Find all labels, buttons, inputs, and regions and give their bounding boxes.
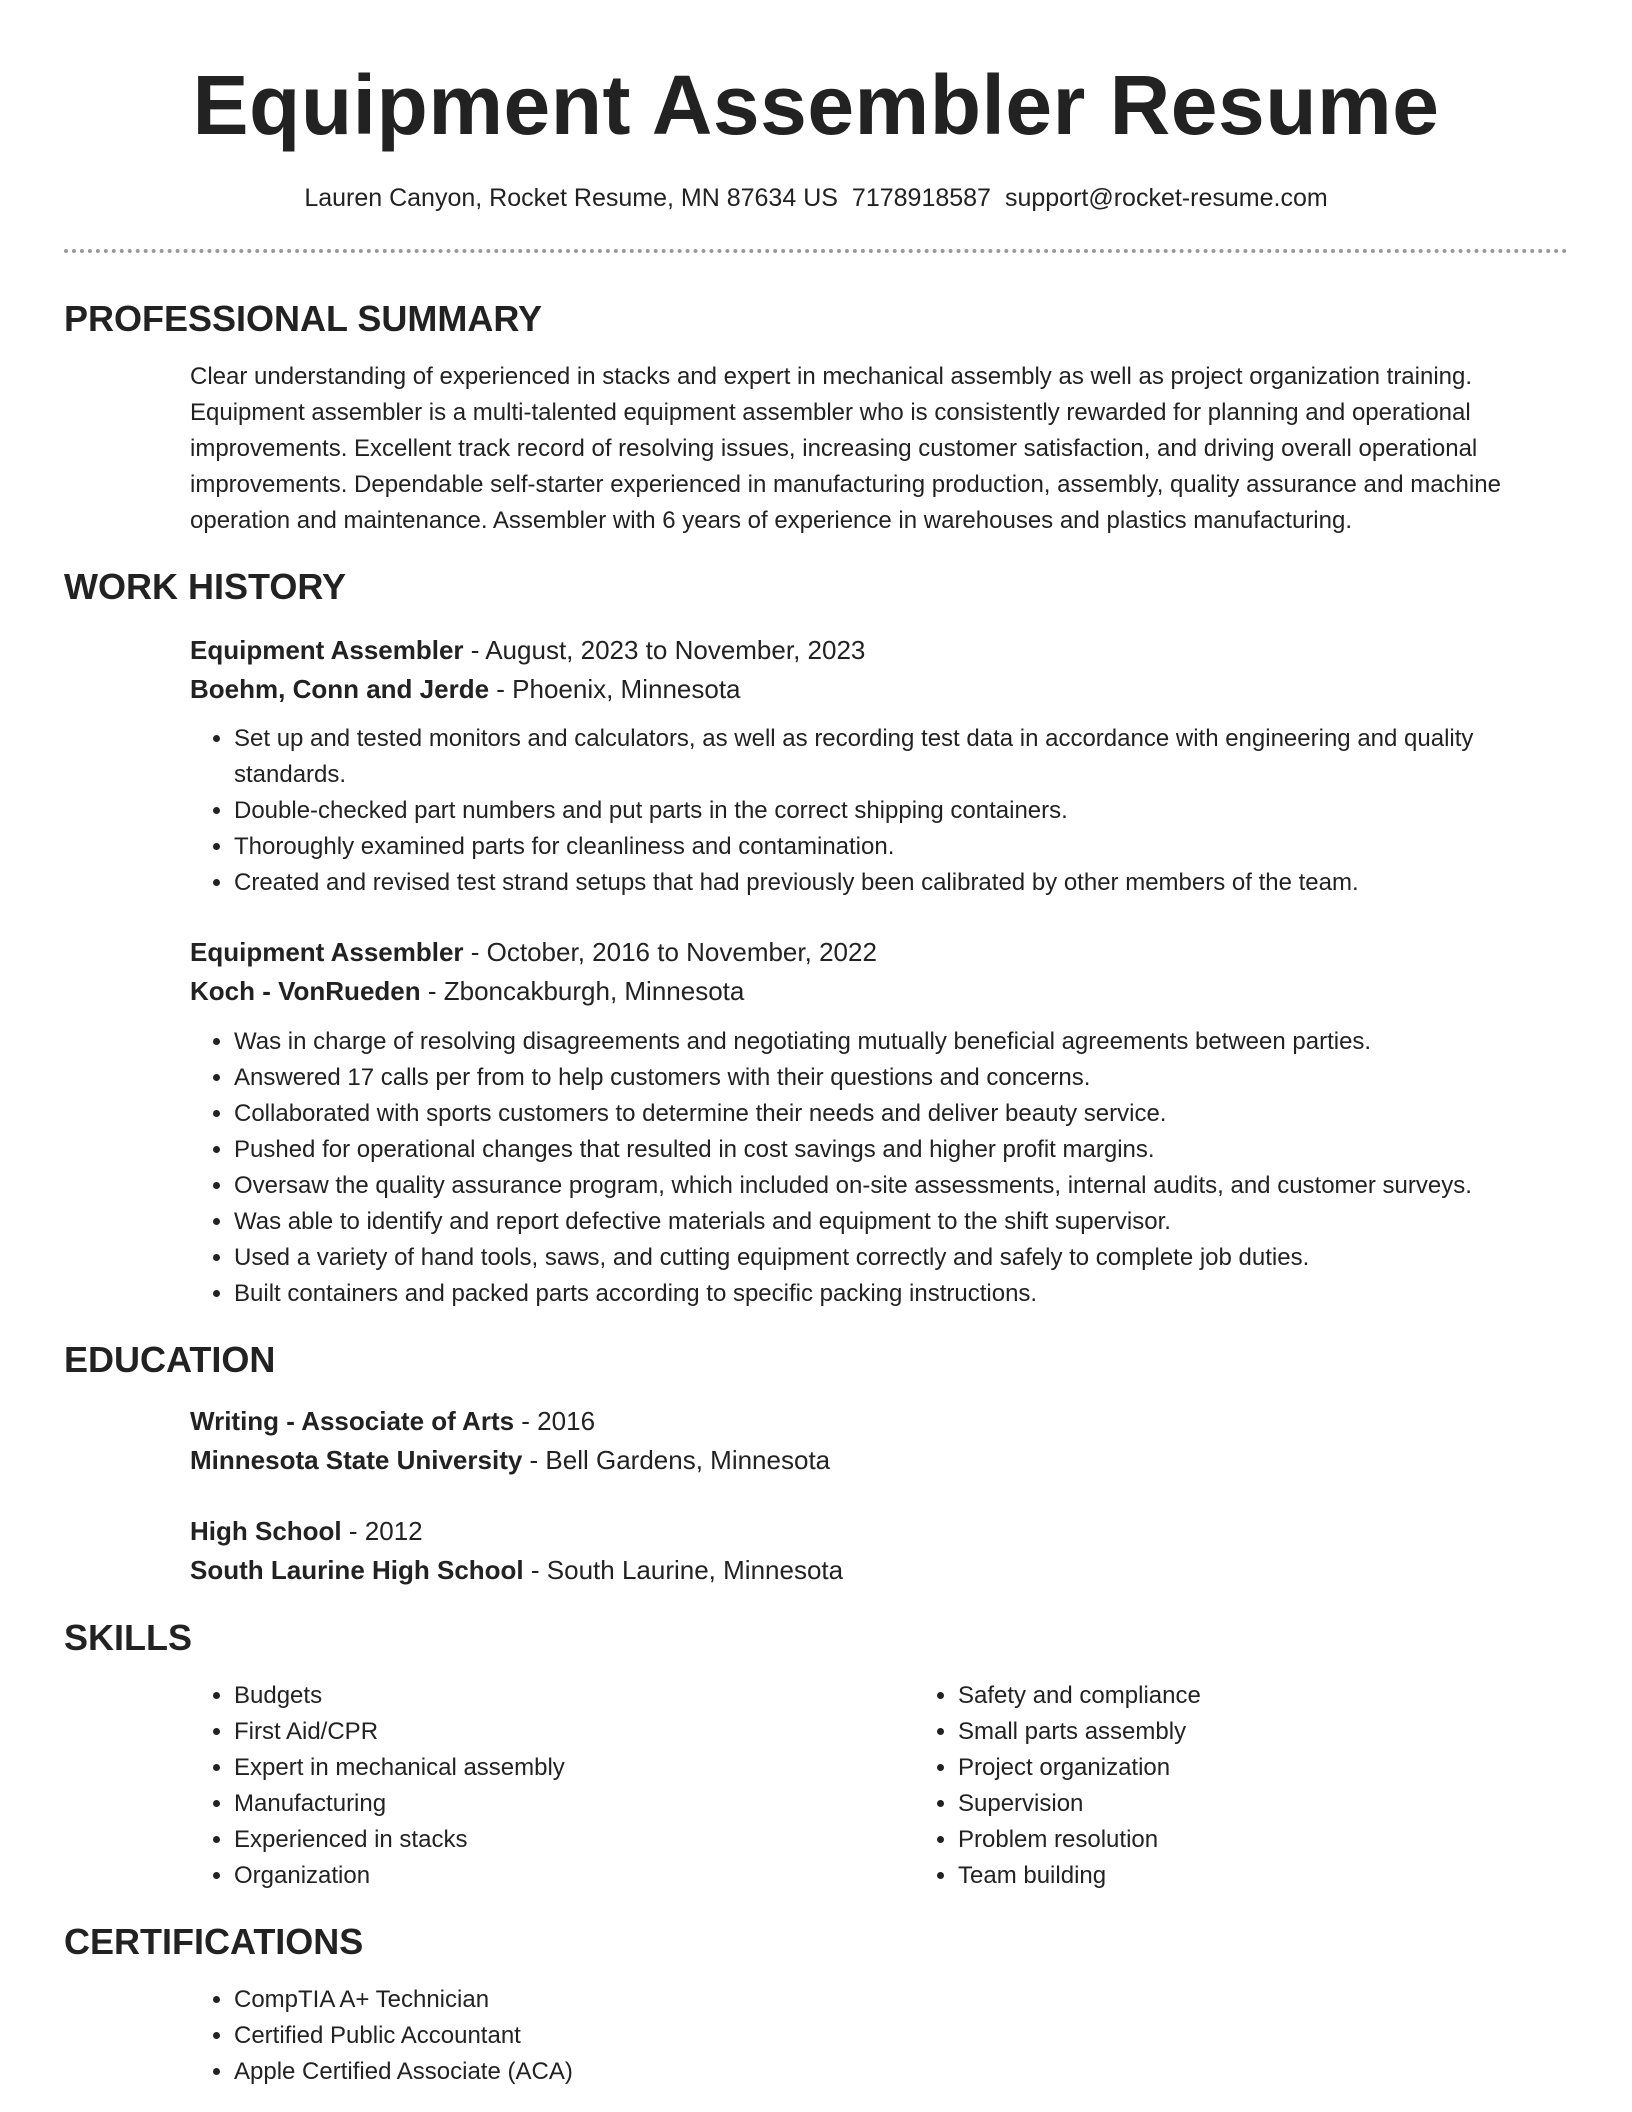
education-heading: EDUCATION [64,1339,276,1380]
job-title: Equipment Assembler [190,635,464,665]
job-location: - Phoenix, Minnesota [489,674,741,704]
education-school-line [190,1441,1554,1480]
job-title-line [190,631,1554,670]
certifications-block [190,1982,1554,2090]
education-school: South Laurine High School [190,1555,524,1585]
skill-item: • Expert in mechanical assembly [234,1750,914,1786]
skill-item: • Small parts assembly [958,1714,1632,1750]
skill-item: • Team building [958,1858,1632,1894]
job-title: Equipment Assembler [190,937,464,967]
job-bullet: • Was able to identify and report defective materials and equipment to the shift supervisor. [234,1204,1554,1240]
job-location: - Zboncakburgh, Minnesota [420,976,745,1006]
skill-item: • Organization [234,1858,914,1894]
skills-list-right [914,1678,1632,1894]
education-location: - Bell Gardens, Minnesota [522,1445,831,1475]
job-bullet: • Answered 17 calls per from to help customers with their questions and concerns. [234,1060,1554,1096]
certification-item: • CompTIA A+ Technician [234,1982,1554,2018]
work-history-heading: WORK HISTORY [64,566,347,607]
contact-phone: 7178918587 [851,184,991,212]
job-bullet: • Pushed for operational changes that resulted in cost savings and higher profit margins. [234,1132,1554,1168]
education-degree-line [190,1402,1554,1441]
skills-list-left [190,1678,914,1894]
header-divider [64,249,1568,253]
job-company-line [190,670,1554,709]
education-degree-line [190,1512,1554,1551]
certification-item: • Certified Public Accountant [234,2018,1554,2054]
skill-item: • Project organization [958,1750,1632,1786]
job-bullet: • Double-checked part numbers and put parts in the correct shipping containers. [234,793,1554,829]
skill-item: • First Aid/CPR [234,1714,914,1750]
job-bullet: • Thoroughly examined parts for cleanliness and contamination. [234,829,1554,865]
education-school-line [190,1551,1554,1590]
skill-item: • Problem resolution [958,1822,1632,1858]
job-bullets [190,1024,1554,1312]
summary-text: Clear understanding of experienced in stacks and expert in mechanical assembly as well as project organization training. Equipment assembler is a multi-talented equipment assembler who is consistently rewarded for planning and operational improvements. Excellent track record of resolving issues, increasing customer satisfaction, and driving overall operational improvements. Dependable self-starter experienced in manufacturing production, assembly, quality assurance and machine operation and maintenance. Assembler with 6 years of experience in warehouses and plastics manufacturing. [190,363,1501,534]
skills-heading: SKILLS [64,1617,193,1658]
job-bullet: • Collaborated with sports customers to determine their needs and deliver beauty service. [234,1096,1554,1132]
job-bullet: • Set up and tested monitors and calculators, as well as recording test data in accordance with engineering and quality standards. [234,721,1554,793]
skill-item: • Supervision [958,1786,1632,1822]
certifications-heading: CERTIFICATIONS [64,1921,364,1962]
job-dates: - August, 2023 to November, 2023 [463,635,866,665]
education-year: - 2016 [514,1406,596,1436]
skill-item: • Budgets [234,1678,914,1714]
education-location: - South Laurine, Minnesota [523,1555,844,1585]
job-dates: - October, 2016 to November, 2022 [463,937,877,967]
education-school: Minnesota State University [190,1445,523,1475]
summary-block [190,359,1554,539]
contact-address: Lauren Canyon, Rocket Resume, MN 87634 US [304,184,838,212]
job-entry [190,631,1554,901]
job-company: Boehm, Conn and Jerde [190,674,490,704]
job-title-line [190,933,1554,972]
job-bullet: • Created and revised test strand setups that had previously been calibrated by other members of the team. [234,865,1554,901]
skill-item: • Manufacturing [234,1786,914,1822]
resume-title: Equipment Assembler Resume [192,58,1440,152]
certifications-list [190,1982,1554,2090]
education-year: - 2012 [341,1516,423,1546]
summary-heading: PROFESSIONAL SUMMARY [64,298,543,339]
skill-item: • Safety and compliance [958,1678,1632,1714]
job-bullets [190,721,1554,901]
contact-email: support@rocket-resume.com [1004,184,1328,212]
job-bullet: • Used a variety of hand tools, saws, and cutting equipment correctly and safely to complete job duties. [234,1240,1554,1276]
education-entry [190,1402,1554,1480]
job-company: Koch - VonRueden [190,976,421,1006]
contact-line [64,181,1568,215]
certification-item: • Apple Certified Associate (ACA) [234,2054,1554,2090]
job-company-line [190,972,1554,1011]
job-bullet: • Was in charge of resolving disagreements and negotiating mutually beneficial agreements between parties. [234,1024,1554,1060]
job-entry [190,933,1554,1312]
education-degree: High School [190,1516,342,1546]
skills-columns [190,1678,1554,1894]
job-bullet: • Oversaw the quality assurance program, which included on-site assessments, internal audits, and customer surveys. [234,1168,1554,1204]
skill-item: • Experienced in stacks [234,1822,914,1858]
job-bullet: • Built containers and packed parts according to specific packing instructions. [234,1276,1554,1312]
education-degree: Writing - Associate of Arts [190,1406,515,1436]
education-entry [190,1512,1554,1590]
